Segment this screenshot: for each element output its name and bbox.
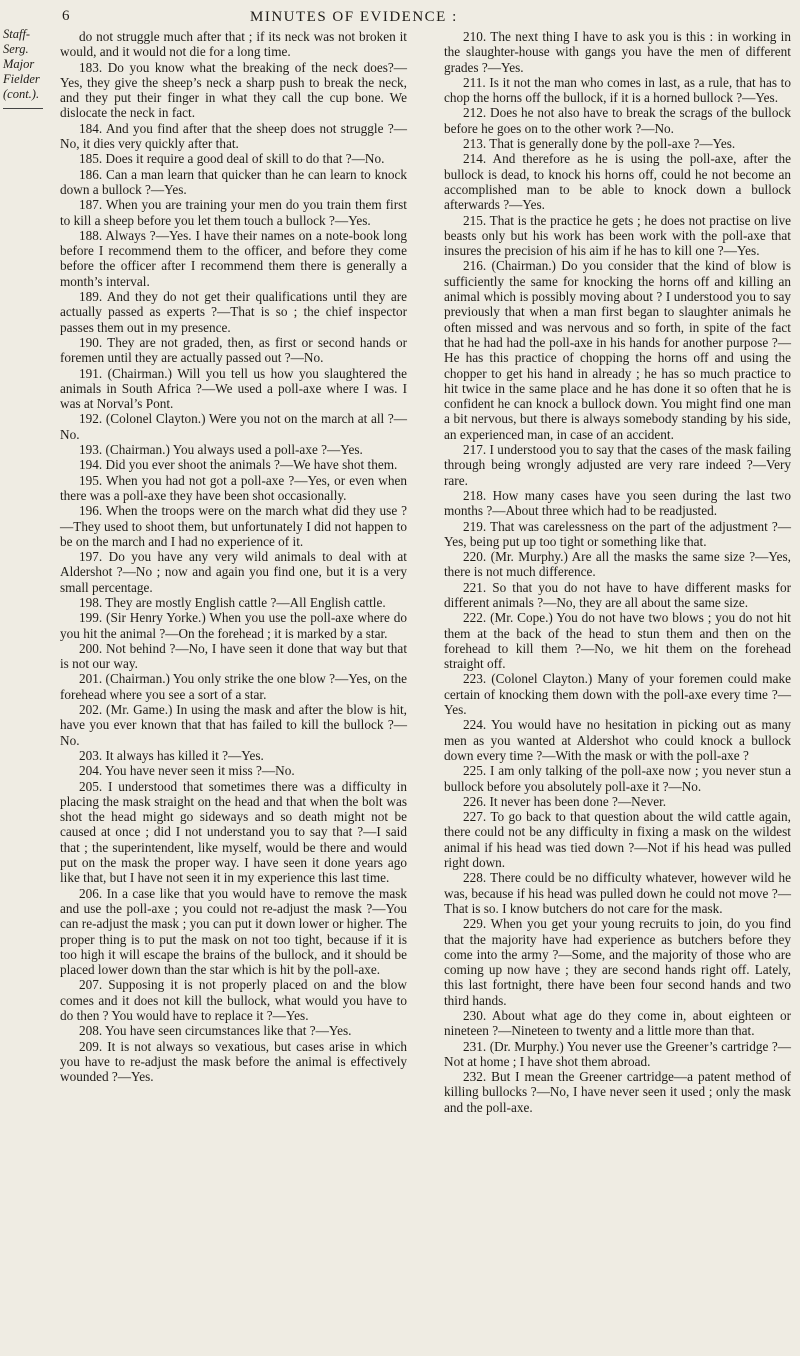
question-paragraph: 229. When you get your young recruits to join, do you find that the majority have had experience as butchers before they come into the army ?—Some, and the majority of those who are coming up now have ; they are second hands right off. Lately, this last fortnight, there have been four second hands and two third hands. — [444, 916, 791, 1008]
question-paragraph: 184. And you find after that the sheep does not struggle ?—No, it dies very quickly after that. — [60, 120, 407, 152]
witness-sidenote — [3, 27, 51, 109]
sidenote-rule — [3, 108, 43, 109]
question-paragraph: 200. Not behind ?—No, I have seen it done that way but that is not our way. — [60, 640, 407, 672]
question-paragraph: 222. (Mr. Cope.) You do not have two blows ; you do not hit them at the back of the head to stun them and then on the forehead to kill them ?—No, we hit them on the forehead straight off. — [444, 610, 791, 672]
question-paragraph: 212. Does he not also have to break the scrags of the bullock before he goes on to the other work ?—No. — [444, 105, 791, 136]
question-paragraph: 208. You have seen circumstances like that ?—Yes. — [79, 1023, 352, 1039]
sidenote-line: Staff-Serg. — [3, 27, 31, 56]
question-paragraph: 194. Did you ever shoot the animals ?—We have shot them. — [79, 457, 398, 473]
question-paragraph: 214. And therefore as he is using the poll-axe, after the bullock is dead, to knock his horns off, could he not become an accomplished man to be able to knock down a bullock afterwards ?—Yes. — [444, 151, 791, 213]
question-paragraph: 204. You have never seen it miss ?—No. — [79, 763, 295, 779]
question-paragraph: 197. Do you have any very wild animals to deal with at Aldershot ?—No ; now and again you find one, but it is a very small percentage. — [60, 549, 407, 595]
question-paragraph: 211. Is it not the man who comes in last, as a rule, that has to chop the horns off the bullock, if it is a horned bullock ?—Yes. — [444, 74, 791, 106]
question-paragraph: 231. (Dr. Murphy.) You never use the Greener’s cartridge ?—Not at home ; I have shot them abroad. — [444, 1038, 791, 1069]
question-paragraph: 209. It is not always so vexatious, but cases arise in which you have to re-adjust the mask before the animal is effectively wounded ?—Yes. — [60, 1038, 407, 1085]
question-paragraph: 192. (Colonel Clayton.) Were you not on the march at all ?—No. — [60, 411, 407, 442]
question-paragraph: 226. It never has been done ?—Never. — [463, 793, 667, 809]
question-paragraph: 190. They are not graded, then, as first or second hands or foremen until they are actually passed out ?—No. — [60, 334, 407, 366]
question-paragraph: 193. (Chairman.) You always used a poll-axe ?—Yes. — [79, 442, 363, 458]
question-paragraph: 221. So that you do not have to have different masks for different animals ?—No, they are all about the same size. — [444, 579, 791, 610]
question-paragraph: 196. When the troops were on the march what did they use ?—They used to shoot them, but unfortunately I did not happen to be on the march and I had no experience of it. — [60, 503, 407, 549]
question-paragraph: 188. Always ?—Yes. I have their names on a note-book long before I recommend them to the officer, and before they come before the officer after I recommend them there is generally a month’s interval. — [60, 227, 407, 289]
question-paragraph: 198. They are mostly English cattle ?—All English cattle. — [79, 594, 386, 610]
sidenote-line: (cont.). — [3, 87, 40, 101]
question-paragraph: 207. Supposing it is not properly placed on and the blow comes and it does not kill the bullock, what would you have to do then ? You would have to replace it ?—Yes. — [60, 977, 407, 1023]
question-paragraph: 223. (Colonel Clayton.) Many of your foremen could make certain of knocking them down with the poll-axe every time ?—Yes. — [444, 671, 791, 718]
question-paragraph: 227. To go back to that question about the wild cattle again, there could not be any difficulty in fixing a mask on the wildest animal if his head was tied down ?—Not if his head was pulled right down. — [444, 809, 791, 871]
question-paragraph: 217. I understood you to say that the cases of the mask failing through being wrongly adjusted are very rare indeed ?—Very rare. — [444, 442, 791, 488]
question-paragraph: 228. There could be no difficulty whatever, however wild he was, because if his head was pulled down he could not move ?—That is so. I know butchers do not care for the mask. — [444, 870, 791, 916]
question-paragraph: 185. Does it require a good deal of skill to do that ?—No. — [79, 151, 385, 167]
sidenote-line: Major — [3, 57, 35, 71]
question-paragraph: 199. (Sir Henry Yorke.) When you use the poll-axe where do you hit the animal ?—On the forehead ; it is marked by a star. — [60, 610, 407, 641]
page-number: 6 — [62, 8, 70, 24]
question-paragraph: 225. I am only talking of the poll-axe now ; you never stun a bullock before you absolutely poll-axe it ?—No. — [444, 763, 791, 794]
question-paragraph: 216. (Chairman.) Do you consider that the kind of blow is sufficiently the same for knocking the horns off and killing an animal which is possibly moving about ? I understood you to say previously that when a man first began to slaughter animals he often missed and was nervous and so forth, in spite of the fact that he had had the poll-axe in his hands for another purpose ?—He has this practice of chopping the horns off and using the chopper to get his hand in already ; he has so much practice to hit twice in the same place and he has done it so often that he is confident he can knock a bullock down. You might find one man a bit nervous, but there is always somebody standing by his side, an experienced man, in case of an accident. — [444, 258, 791, 442]
question-paragraph: 213. That is generally done by the poll-axe ?—Yes. — [463, 136, 736, 152]
question-paragraph: 183. Do you know what the breaking of the neck does?—Yes, they give the sheep’s neck a sharp push to break the neck, and they put their finger in what they call the cup bone. We dislocate the neck in fact. — [60, 59, 407, 121]
question-paragraph: 191. (Chairman.) Will you tell us how you slaughtered the animals in South Africa ?—We used a poll-axe where I was. I was at Norval’s Pont. — [60, 365, 407, 412]
left-column — [60, 29, 407, 1084]
question-paragraph: 219. That was carelessness on the part of the adjustment ?—Yes, being put up too tight or something like that. — [444, 518, 791, 549]
question-paragraph: 203. It always has killed it ?—Yes. — [79, 747, 264, 763]
question-paragraph: 195. When you had not got a poll-axe ?—Yes, or even when there was a poll-axe they have been shot occasionally. — [60, 472, 407, 503]
question-paragraph: 220. (Mr. Murphy.) Are all the masks the same size ?—Yes, there is not much difference. — [444, 549, 791, 580]
question-paragraph: do not struggle much after that ; if its neck was not broken it would, and it would not die for a long time. — [60, 29, 407, 60]
question-paragraph: 210. The next thing I have to ask you is this : in working in the slaughter-house with gangs you have the men of different grades ?—Yes. — [444, 29, 791, 75]
right-column — [444, 29, 791, 1115]
question-paragraph: 205. I understood that sometimes there was a difficulty in placing the mask straight on the head and that when the bolt was shot the head might go sideways and so death might not be caused at once ; did I not understand you to say that ?—I said that ; the superintendent, like myself, would be there and would put on the mask the proper way. I have seen it done years ago like that, but I have not seen it in my experience this last time. — [60, 778, 407, 886]
question-paragraph: 218. How many cases have you seen during the last two months ?—About three which had to be readjusted. — [444, 487, 791, 519]
question-paragraph: 230. About what age do they come in, about eighteen or nineteen ?—Nineteen to twenty and a little more than that. — [444, 1008, 791, 1039]
question-paragraph: 206. In a case like that you would have to remove the mask and use the poll-axe ; you could not re-adjust the mask ?—You can re-adjust the mask ; you can put it down lower or higher. The proper thing is to put the mask on not too tight, because if it is too high it will escape the brains of the bullock, and it should be placed lower down than the star which is hit by the poll-axe. — [60, 885, 407, 978]
question-paragraph: 201. (Chairman.) You only strike the one blow ?—Yes, on the forehead where you see a sort of a star. — [60, 671, 407, 702]
question-paragraph: 187. When you are training your men do you train them first to kill a sheep before you let them touch a bullock ?—Yes. — [60, 197, 407, 228]
question-paragraph: 202. (Mr. Game.) In using the mask and after the blow is hit, have you ever known that that has failed to kill the bullock ?—No. — [60, 702, 407, 748]
sidenote-line: Fielder — [3, 72, 40, 86]
question-paragraph: 232. But I mean the Greener cartridge—a patent method of killing bullocks ?—No, I have never seen it used ; only the mask and the poll-axe. — [444, 1069, 791, 1115]
question-paragraph: 215. That is the practice he gets ; he does not practise on live beasts only but his work has been work with the poll-axe that insures the precision of his aim if he has to kill one ?—Yes. — [444, 212, 791, 259]
question-paragraph: 186. Can a man learn that quicker than he can learn to knock down a bullock ?—Yes. — [60, 166, 407, 197]
question-paragraph: 224. You would have no hesitation in picking out as many men as you wanted at Aldershot who could knock a bullock down every time ?—With the mask or with the poll-axe ? — [444, 717, 791, 763]
question-paragraph: 189. And they do not get their qualifications until they are actually passed as experts ?—That is so ; the chief inspector passes them out in my presence. — [60, 289, 407, 335]
running-title: MINUTES OF EVIDENCE : — [250, 9, 458, 25]
